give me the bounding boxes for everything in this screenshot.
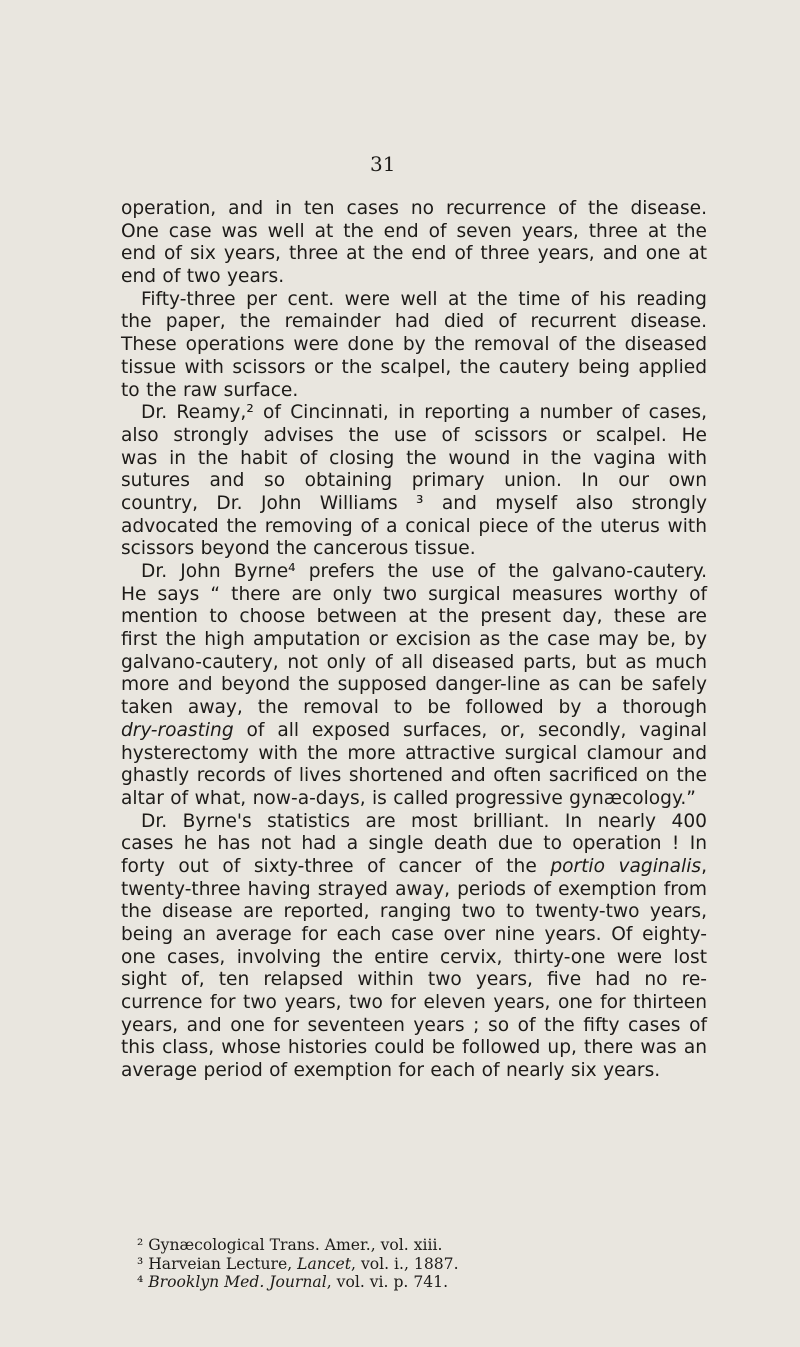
text-line: twenty-three having strayed away, periods of exemption from — [121, 878, 707, 900]
text-line: being an average for each case over nine years. Of eighty- — [121, 924, 707, 945]
text-line: Fifty-three per cent. were well at the time of his reading — [141, 288, 707, 310]
footnotes — [137, 1236, 697, 1292]
text-line: ghastly records of lives shortened and often sacrificed on the — [121, 765, 707, 787]
text-line: forty out of sixty-three of cancer of the portio vaginalis, — [121, 855, 707, 877]
text-line: to the raw surface. — [121, 379, 299, 401]
text-line: country, Dr. John Williams ³ and myself also strongly — [121, 492, 707, 514]
text-line: One case was well at the end of seven years, three at the — [121, 220, 707, 242]
text-line: hysterectomy with the more attractive surgical clamour and — [121, 742, 707, 764]
text-line: taken away, the removal to be followed by a thorough — [121, 697, 707, 719]
text-line: altar of what, now-a-days, is called progressive gynæcology.” — [121, 787, 696, 809]
text-line: Dr. Byrne's statistics are most brilliant. In nearly 400 — [141, 810, 707, 832]
text-line: the paper, the remainder had died of recurrent disease. — [121, 311, 707, 333]
footnote-2: ² Gynæcological Trans. Amer., vol. xiii. — [137, 1236, 443, 1254]
text-line: These operations were done by the removal of the diseased — [121, 334, 707, 356]
text-line: He says “ there are only two surgical measures worthy of — [121, 583, 707, 605]
text-line: sutures and so obtaining primary union. In our own — [121, 470, 707, 492]
text-line: tissue with scissors or the scalpel, the cautery being applied — [121, 356, 707, 378]
page-number: 31 — [370, 152, 396, 176]
text-line: sight of, ten relapsed within two years, five had no re- — [121, 969, 707, 991]
text-line: Dr. John Byrne⁴ prefers the use of the galvano-cautery. — [141, 561, 707, 582]
text-line: end of two years. — [121, 266, 285, 288]
text-line: more and beyond the supposed danger-line as can be safely — [121, 674, 707, 696]
text-line: dry-roasting of all exposed surfaces, or, secondly, vaginal — [121, 719, 707, 741]
text-line: advocated the removing of a conical piece of the uterus with — [121, 515, 707, 537]
text-line: one cases, involving the entire cervix, thirty-one were lost — [121, 946, 707, 968]
text-line: years, and one for seventeen years ; so of the fifty cases of — [121, 1014, 707, 1036]
text-line: scissors beyond the cancerous tissue. — [121, 538, 476, 560]
text-line: Dr. Reamy,² of Cincinnati, in reporting a number of cases, — [141, 402, 707, 424]
text-line: first the high amputation or excision as the case may be, by — [121, 629, 707, 651]
text-line: operation, and in ten cases no recurrence of the disease. — [121, 198, 707, 219]
text-line: this class, whose histories could be followed up, there was an — [121, 1037, 707, 1059]
text-line: also strongly advises the use of scissors or scalpel. He — [121, 424, 707, 446]
text-line: galvano-cautery, not only of all diseased parts, but as much — [121, 651, 707, 673]
text-line: cases he has not had a single death due to operation ! In — [121, 833, 707, 855]
footnote-4: ⁴ Brooklyn Med. Journal, vol. vi. p. 741. — [137, 1273, 449, 1292]
body-text — [121, 198, 707, 1083]
text-line: end of six years, three at the end of three years, and one at — [121, 243, 707, 265]
text-line: mention to choose between at the present day, these are — [121, 606, 707, 628]
text-line: the disease are reported, ranging two to twenty-two years, — [121, 901, 707, 923]
text-line: average period of exemption for each of nearly six years. — [121, 1060, 661, 1082]
text-line: currence for two years, two for eleven years, one for thirteen — [121, 992, 707, 1014]
text-line: was in the habit of closing the wound in the vagina with — [121, 447, 707, 469]
footnote-3: ³ Harveian Lecture, Lancet, vol. i., 1887. — [137, 1254, 459, 1273]
